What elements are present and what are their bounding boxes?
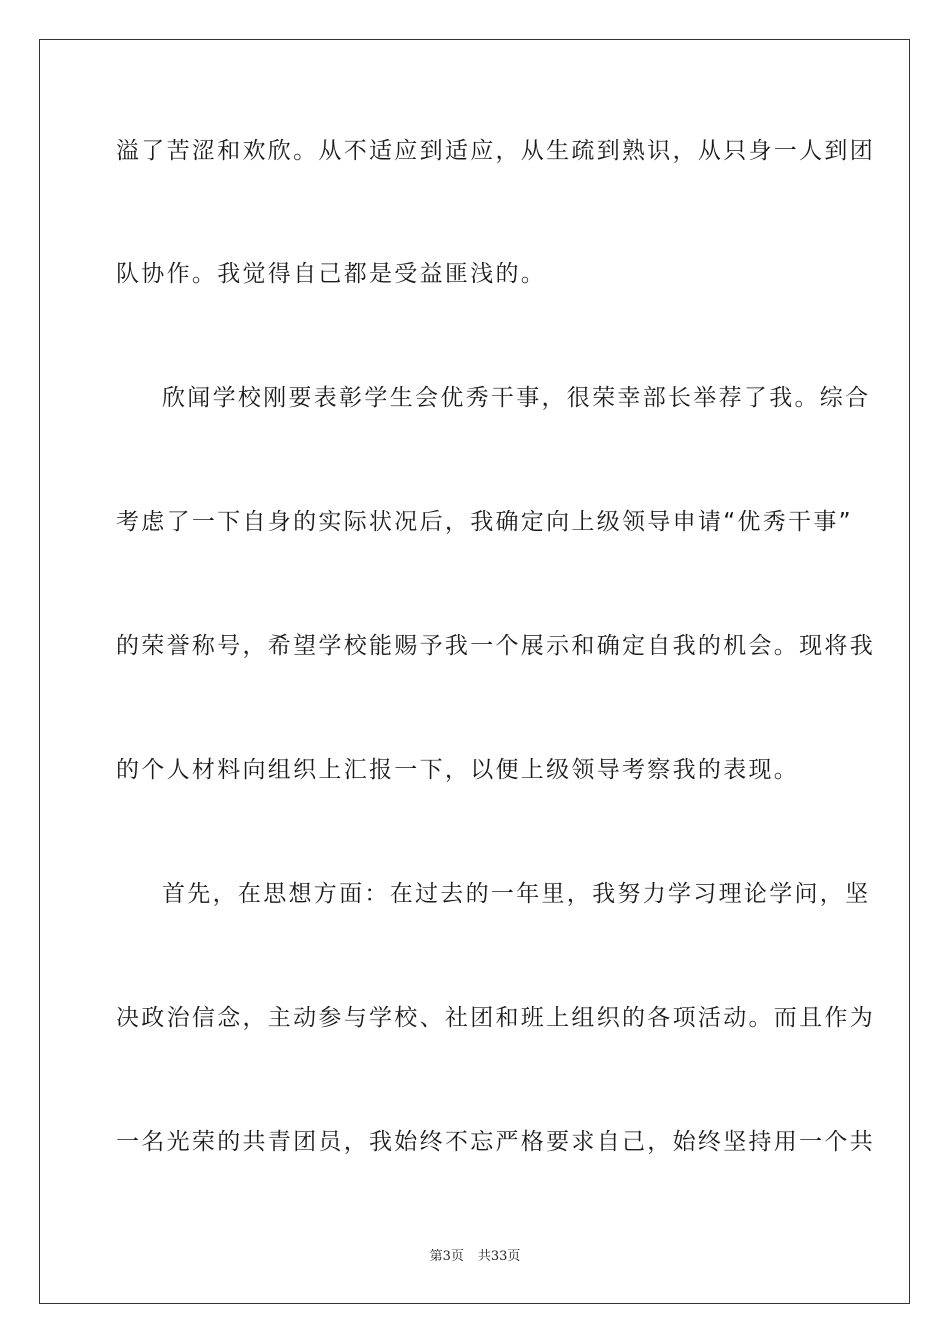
text-line: 的荣誉称号，希望学校能赐予我一个展示和确定自我的机会。现将我 <box>116 633 875 659</box>
paragraph-start-line: 首先，在思想方面：在过去的一年里，我努力学习理论学问，坚 <box>162 881 871 907</box>
text-line: 一名光荣的共青团员，我始终不忘严格要求自己，始终坚持用一个共 <box>116 1129 875 1155</box>
page-footer <box>0 1248 950 1266</box>
text-line: 考虑了一下自身的实际状况后，我确定向上级领导申请“优秀干事” <box>116 509 853 535</box>
paragraph-start-line: 欣闻学校刚要表彰学生会优秀干事，很荣幸部长举荐了我。综合 <box>162 385 871 411</box>
text-line: 溢了苦涩和欢欣。从不适应到适应，从生疏到熟识，从只身一人到团 <box>116 138 875 164</box>
text-line: 的个人材料向组织上汇报一下，以便上级领导考察我的表现。 <box>116 757 800 783</box>
total-pages: 共33页 <box>477 1249 521 1264</box>
text-line: 决政治信念，主动参与学校、社团和班上组织的各项活动。而且作为 <box>116 1005 875 1031</box>
text-line: 队协作。我觉得自己都是受益匪浅的。 <box>116 261 547 287</box>
page-border <box>39 39 910 1304</box>
page-number: 第3页 <box>429 1249 464 1264</box>
